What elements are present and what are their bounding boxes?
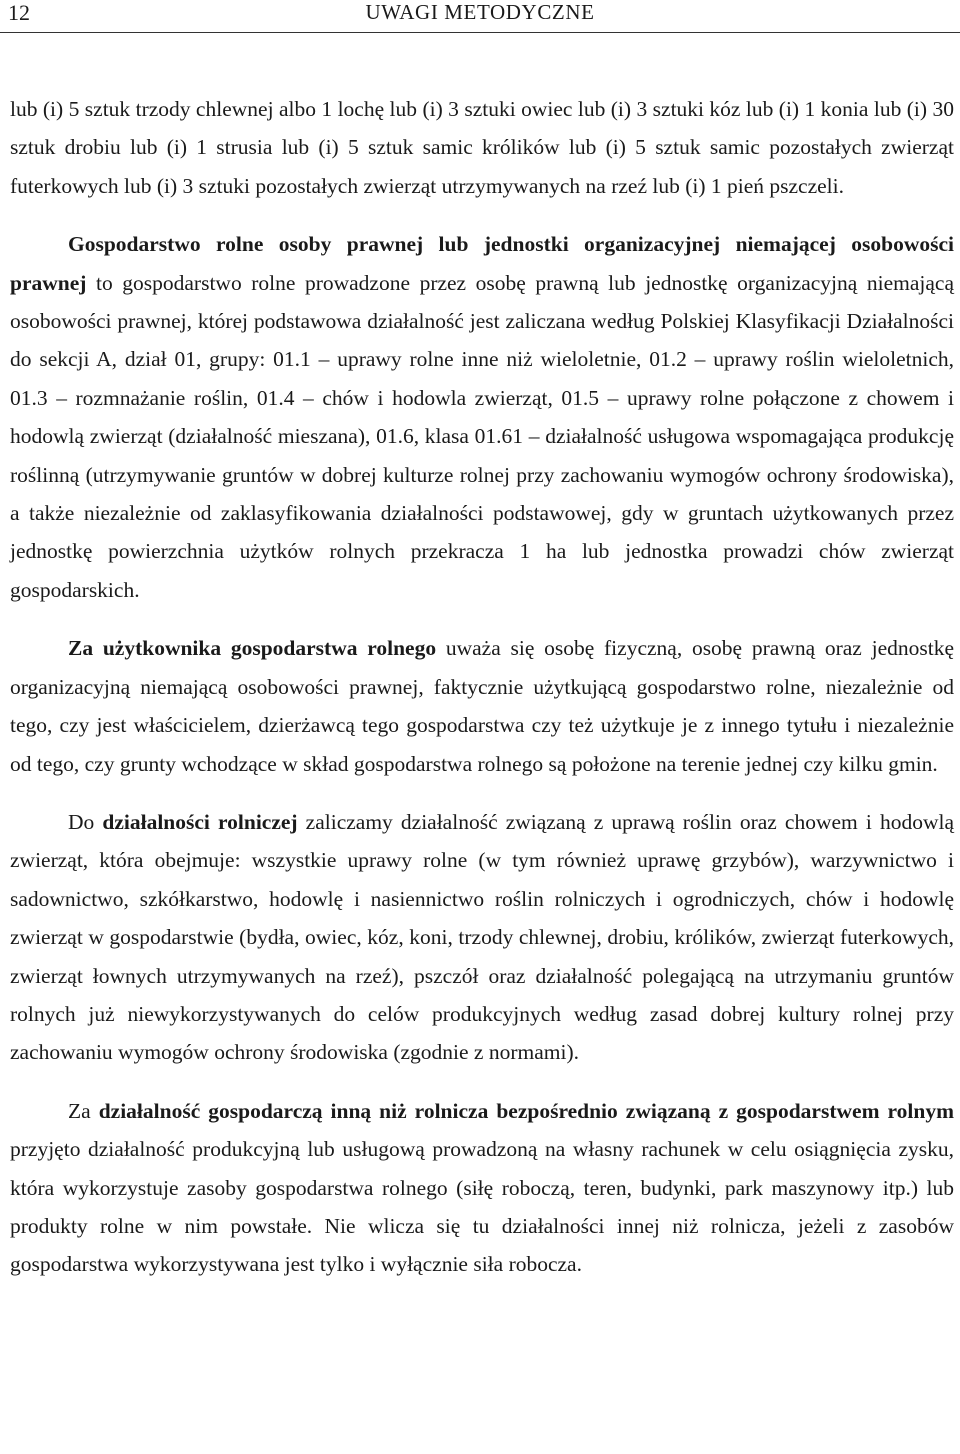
header-rule	[0, 32, 960, 33]
defined-term: Gospodarstwo rolne osoby prawnej lub jednostki organizacyjnej niemającej osobowości prawnej	[10, 232, 954, 295]
paragraph-text: to gospodarstwo rolne prowadzone przez osobę prawną lub jednostkę organizacyjną niemającą osobowości prawnej, której podstawowa działalność jest zaliczana według Polskiej Klasyfikacji Działalności do sekcji A, dział 01, grupy: 01.1 – uprawy rolne inne niż wieloletnie, 01.2 – uprawy roślin wieloletnich, 01.3 – rozmnażanie roślin, 01.4 – chów i hodowla zwierząt, 01.5 – uprawy rolne połączone z chowem i hodowlą zwierząt (działalność mieszana), 01.6, klasa 01.61 – działalność usługowa wspomagająca produkcję roślinną (utrzymywanie gruntów w dobrej kulturze rolnej przy zachowaniu wymogów ochrony środowiska), a także niezależnie od zaklasyfikowania działalności podstawowej, gdy w gruntach użytkowanych przez jednostkę powierzchnia użytków rolnych przekracza 1 ha lub jednostka prowadzi chów zwierząt gospodarskich.	[10, 270, 954, 602]
paragraph-definition-agricultural-activity	[10, 803, 954, 1072]
paragraph-text: uważa się osobę fizyczną, osobę prawną oraz jednostkę organizacyjną niemającą osobowości prawnej, faktycznie użytkującą gospodarstwo rolne, niezależnie od tego, czy jest właścicielem, dzierżawcą tego gospodarstwa czy też użytkuje je z innego tytułu i niezależnie od tego, czy grunty wchodzące w skład gospodarstwa rolnego są położone na terenie jednej czy kilku gmin.	[10, 636, 954, 776]
paragraph-lead: Za	[68, 1098, 99, 1123]
paragraph-text: zaliczamy działalność związaną z uprawą roślin oraz chowem i hodowlą zwierząt, która obejmuje: wszystkie uprawy rolne (w tym również uprawę grzybów), warzywnictwo i sadownictwo, szkółkarstwo, hodowlę i nasiennictwo roślin rolniczych i ogrodniczych, chów i hodowlę zwierząt w gospodarstwie (bydła, owiec, kóz, koni, trzody chlewnej, drobiu, królików, zwierząt futerkowych, zwierząt łownych utrzymywanych na rzeź), pszczół oraz działalność polegającą na utrzymaniu gruntów rolnych już niewykorzystywanych do celów produkcyjnych według zasad dobrej kultury rolnej przy zachowaniu wymogów ochrony środowiska (zgodnie z normami).	[10, 809, 954, 1065]
paragraph-text: lub (i) 5 sztuk trzody chlewnej albo 1 lochę lub (i) 3 sztuki owiec lub (i) 3 sztuki kóz lub (i) 1 konia lub (i) 30 sztuk drobiu lub (i) 1 strusia lub (i) 5 sztuk samic królików lub (i) 5 sztuk samic pozostałych zwierząt futerkowych lub (i) 3 sztuki pozostałych zwierząt utrzymywanych na rzeź lub (i) 1 pień pszczeli.	[10, 97, 954, 198]
paragraph-lead: Do	[68, 809, 103, 834]
paragraph-continuation	[10, 90, 954, 205]
defined-term: działalności rolniczej	[102, 809, 298, 834]
paragraph-definition-non-agricultural-activity	[10, 1092, 954, 1284]
defined-term: działalność gospodarczą inną niż rolnicza bezpośrednio związaną z gospodarstwem rolnym	[98, 1098, 954, 1123]
page-body	[10, 90, 954, 1284]
page-number: 12	[8, 0, 30, 25]
defined-term: Za użytkownika gospodarstwa rolnego	[68, 636, 437, 661]
paragraph-text: przyjęto działalność produkcyjną lub usługową prowadzoną na własny rachunek w celu osiągnięcia zysku, która wykorzystuje zasoby gospodarstwa rolnego (siłę roboczą, teren, budynki, park maszynowy itp.) lub produkty rolne w nim powstałe. Nie wlicza się tu działalności innej niż rolnicza, jeżeli z zasobów gospodarstwa wykorzystywana jest tylko i wyłącznie siła robocza.	[10, 1137, 954, 1277]
paragraph-definition-farm-user	[10, 629, 954, 783]
running-title: UWAGI METODYCZNE	[365, 0, 595, 24]
page-header	[0, 0, 960, 34]
paragraph-definition-legal-entity-farm	[10, 225, 954, 609]
